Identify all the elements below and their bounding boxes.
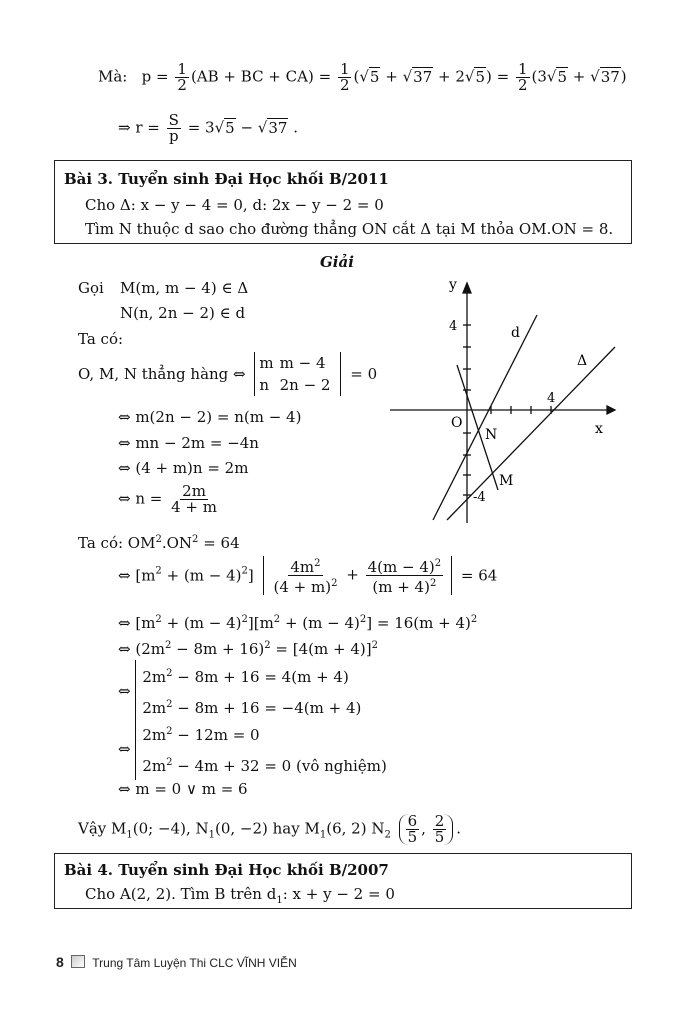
frac-den: 5 (434, 828, 445, 846)
frac-num (288, 556, 322, 576)
c-a: Vậy M (78, 819, 127, 838)
conclusion (78, 814, 461, 846)
step-3: ⇔ (4 + m)n = 2m (118, 459, 249, 477)
page-footer (56, 954, 297, 970)
arrow: ⇔ (118, 682, 131, 700)
fb-den: (m + 4) (372, 578, 430, 596)
s6d: + (m − 4) (280, 614, 360, 632)
r-prefix: ⇒ r = (118, 118, 160, 137)
s7a: ⇔ (2m (118, 640, 165, 658)
s5a: ⇔ [m (118, 566, 156, 585)
det-b: m − 4 (279, 354, 326, 372)
s8l2a: 2m (142, 699, 167, 717)
sqrt-37b: 37 (600, 67, 620, 86)
y-label: y (449, 277, 457, 293)
frac-den: 5 (407, 828, 418, 846)
frac-num: 1 (339, 60, 350, 78)
sqrt-5: 5 (369, 67, 380, 86)
goi-label: Gọi (78, 279, 104, 297)
half-fraction-3 (516, 62, 530, 93)
sq: 2 (155, 614, 162, 625)
s6a: ⇔ [m (118, 614, 156, 632)
sq: 2 (264, 640, 271, 651)
x-axis-arrow (607, 406, 615, 414)
step-8 (118, 660, 361, 722)
ta-co-1: Ta có: (78, 330, 124, 348)
sub: 1 (126, 829, 133, 841)
n-equals: ⇔ n = (118, 489, 163, 508)
frac-den (370, 576, 438, 595)
tick-x4: 4 (547, 391, 556, 406)
p4b: : x + y − 2 = 0 (282, 885, 395, 903)
coordinate-graph (385, 275, 625, 525)
footer-text: Trung Tâm Luyện Thi CLC VĨNH VIỄN (92, 956, 297, 970)
sqrt-5b: 5 (475, 67, 485, 86)
problem-3-line1: Cho Δ: x − y − 4 = 0, d: 2x − y − 2 = 0 (85, 196, 384, 214)
delta-label: Δ (577, 353, 588, 369)
problem-3-title: Bài 3. Tuyển sinh Đại Học khối B/2011 (64, 170, 389, 188)
fb-num: 4(m − 4) (367, 558, 435, 576)
s6e: ] = 16(m + 4) (366, 614, 471, 632)
end-dot: . (456, 819, 462, 838)
eq64: = 64 (460, 566, 498, 585)
sq: 2 (166, 757, 173, 768)
half-fraction-2 (338, 62, 352, 93)
f65 (406, 814, 420, 845)
x-label: x (595, 421, 603, 437)
close-paren: ) (620, 67, 627, 86)
y-axis-arrow (463, 283, 471, 293)
problem-4-box (54, 853, 632, 909)
frac-den: 2 (177, 76, 187, 94)
page-number: 8 (56, 954, 64, 970)
label-ma: Mà: (98, 67, 128, 86)
s6c: ][m (247, 614, 274, 632)
sq: 2 (164, 640, 172, 651)
sub: 2 (384, 829, 391, 841)
sq: 2 (166, 668, 173, 679)
system-1 (135, 660, 361, 722)
s8l1a: 2m (142, 668, 167, 686)
plus: + (346, 565, 359, 584)
frac-num: 2m (182, 482, 206, 500)
s8l1b: − 8m + 16 = 4(m + 4) (172, 668, 349, 686)
period: . (293, 118, 299, 137)
solution-heading: Giải (320, 253, 354, 271)
frac-num: 6 (407, 812, 418, 830)
tick-yneg4: -4 (473, 490, 486, 505)
problem-4-line1 (85, 884, 395, 911)
fa-den: (4 + m) (273, 578, 332, 596)
c-d: (6, 2) N (326, 819, 385, 838)
logo-icon (71, 955, 85, 968)
s-over-p (167, 113, 181, 144)
det-c: n (259, 376, 270, 394)
sq: 2 (192, 534, 199, 545)
sq: 2 (166, 726, 173, 737)
frac-a (272, 556, 340, 595)
frac-num: S (168, 111, 179, 129)
frac-den: 4 + m (171, 498, 217, 516)
frac-num (366, 556, 444, 576)
sq: 2 (434, 558, 442, 569)
ta-co-2 (78, 530, 240, 553)
sqrt-37c: 37 (268, 118, 288, 137)
d-label: d (511, 325, 520, 341)
sq: 2 (166, 699, 173, 710)
s7c: = [4(m + 4)] (270, 640, 372, 658)
s8l2b: − 8m + 16 = −4(m + 4) (172, 699, 362, 717)
determinant (254, 352, 341, 396)
open-paren: ( (353, 67, 360, 86)
perimeter-formula: Mà: p = $\frac{1}{2}$ (AB + BC + CA) = $\frac{1}{2}$ (√5 + √37 + 2√5) = $\frac{1}{2}$ (3√5 + √37) (98, 60, 627, 94)
problem-4-title: Bài 4. Tuyển sinh Đại Học khối B/2007 (64, 861, 389, 879)
sq: 2 (155, 565, 162, 577)
fa-num: 4m (290, 558, 315, 576)
c-c: (0, −2) hay M (214, 819, 320, 838)
step-10: ⇔ m = 0 ∨ m = 6 (118, 780, 248, 798)
p4a: Cho A(2, 2). Tìm B trên d (85, 885, 277, 903)
step-5 (118, 556, 497, 595)
s9l2a: 2m (142, 757, 167, 775)
c-b: (0; −4), N (132, 819, 209, 838)
sq: 2 (241, 565, 248, 577)
det-eq: = 0 (350, 365, 378, 383)
half-fraction (175, 62, 189, 93)
sqrt-37: 37 (413, 67, 433, 86)
arrow: ⇔ (118, 740, 131, 758)
three: (3 (531, 67, 547, 86)
sq: 2 (331, 578, 338, 589)
frac-num: 2 (434, 812, 445, 830)
collinear-text: O, M, N thẳng hàng ⇔ (78, 365, 246, 383)
minus: − (235, 118, 258, 137)
sq: 2 (273, 614, 281, 625)
tick-y4: 4 (449, 319, 458, 334)
s9l2b: − 4m + 32 = 0 (vô nghiệm) (172, 757, 387, 775)
p-sum: (AB + BC + CA) = (190, 67, 332, 86)
r-equals: = 3 (187, 118, 215, 137)
sub: 1 (319, 829, 327, 841)
s6b: + (m − 4) (161, 614, 242, 632)
frac-den: 2 (517, 76, 528, 94)
det-d: 2n − 2 (279, 376, 331, 394)
om: Ta có: OM (78, 534, 156, 552)
eq-64: = 64 (198, 534, 240, 552)
step-9 (118, 718, 387, 780)
system-2 (135, 718, 386, 780)
sq: 2 (470, 614, 478, 625)
origin-label: O (451, 415, 463, 431)
step-1: ⇔ m(2n − 2) = n(m − 4) (118, 408, 302, 426)
problem-3-line2: Tìm N thuộc d sao cho đường thẳng ON cắt Δ tại M thỏa OM.ON = 8. (85, 220, 614, 238)
on: .ON (161, 534, 193, 552)
s5b: + (m − 4) (161, 566, 242, 585)
step-6 (118, 610, 477, 633)
sq: 2 (155, 534, 162, 545)
n-label: N (485, 427, 498, 443)
step-2: ⇔ mn − 2m = −4n (118, 434, 259, 452)
collinear-line (78, 352, 377, 396)
s9l1a: 2m (142, 726, 167, 744)
frac-num: 1 (177, 60, 187, 78)
inradius-formula: ⇒ r = $\frac{S}{p}$ = 3√5 − √37 . (118, 111, 299, 145)
sq: 2 (371, 640, 378, 651)
comma: , (421, 819, 426, 838)
step-4 (118, 484, 221, 515)
problem-3-box (54, 160, 632, 244)
plus-two: + 2 (433, 67, 465, 86)
m-label: M (499, 473, 514, 489)
frac-b (366, 556, 444, 595)
frac-den: p (168, 127, 179, 145)
frac-den (272, 576, 340, 595)
sq: 2 (429, 578, 437, 589)
sqrt-5c: 5 (557, 67, 568, 86)
frac-den: 2 (339, 76, 350, 94)
sub: 1 (276, 895, 283, 906)
sq: 2 (314, 558, 321, 569)
step-7 (118, 636, 378, 659)
s9l1b: − 12m = 0 (172, 726, 260, 744)
s5c: ] (247, 566, 254, 585)
sqrt-5d: 5 (225, 118, 235, 137)
f25 (433, 814, 447, 845)
det-a: m (259, 354, 274, 372)
m-definition: M(m, m − 4) ∈ Δ (120, 279, 249, 297)
sq: 2 (241, 614, 248, 625)
s7b: − 8m + 16) (171, 640, 265, 658)
close-eq: ) = (485, 67, 510, 86)
frac-num: 1 (517, 60, 528, 78)
n-definition: N(n, 2n − 2) ∈ d (120, 304, 246, 322)
n2-coords (399, 814, 454, 845)
p-equals: p = (141, 67, 169, 86)
sq: 2 (359, 614, 367, 625)
bracket-group (263, 556, 453, 595)
n-fraction (169, 484, 219, 515)
sub: 1 (208, 829, 215, 841)
